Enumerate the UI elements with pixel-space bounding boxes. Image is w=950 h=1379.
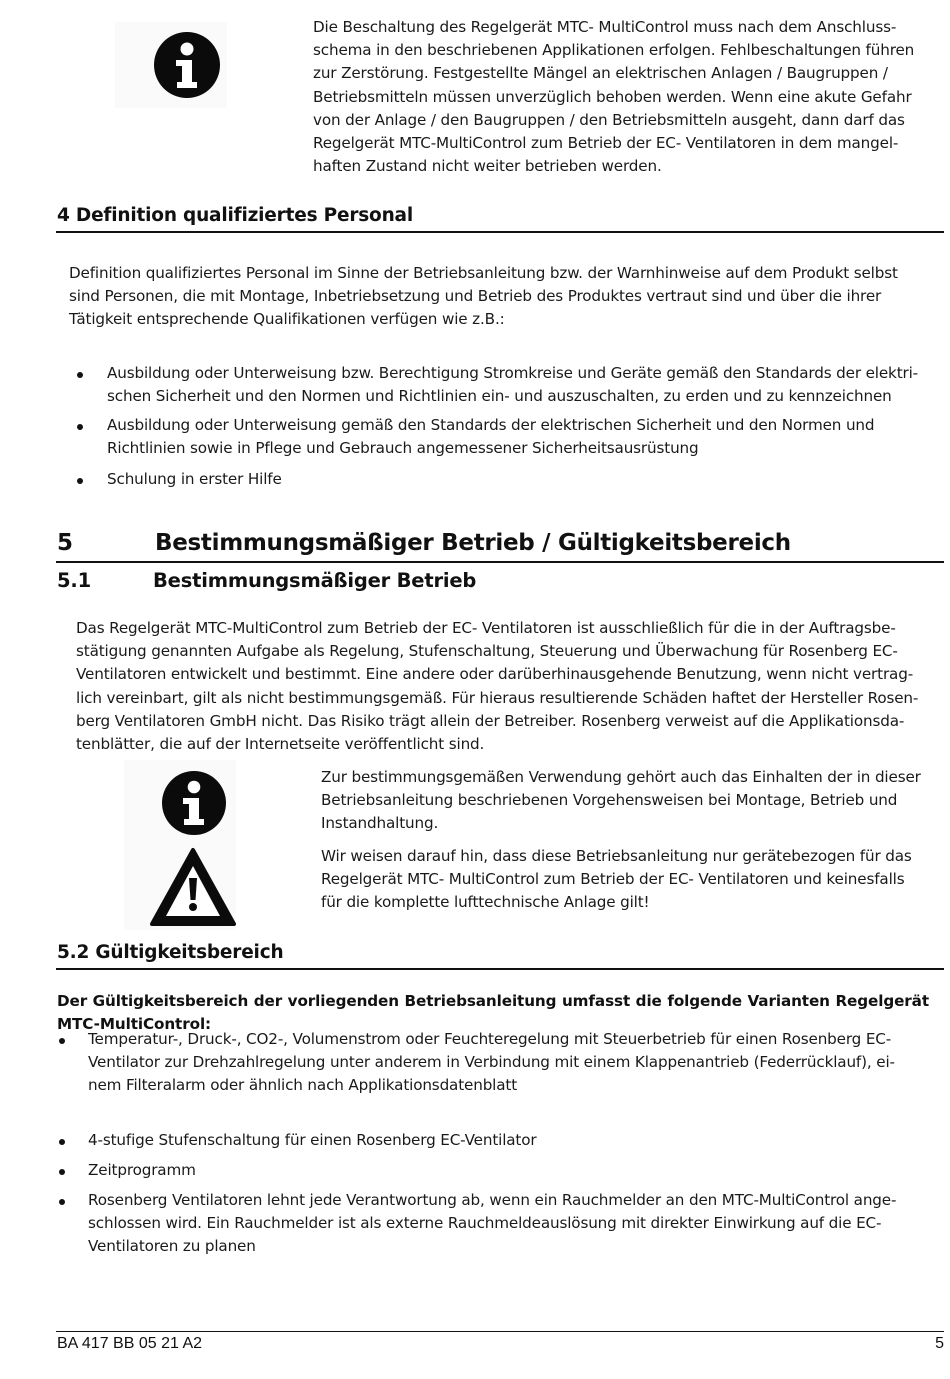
note-info-text: Zur bestimmungsgemäßen Verwendung gehört auch das Einhalten der in dieser Betriebsanleitung beschriebenen Vorgehensweisen bei Montage, Betrieb und Instandhaltung. [321,768,921,833]
bullet-dot [77,372,83,378]
info-icon [115,22,227,108]
bullet-dot [77,424,83,430]
warning-icon-frame [124,844,236,930]
bullet-dot [59,1038,65,1044]
list-item: Temperatur-, Druck-, CO2-, Volumenstrom oder Feuchteregelung mit Steuerbetrieb für einen Rosenberg EC- Ventilator zur Drehzahlregelung unter anderem in Verbindung mit einem Klappenantrieb (Federrücklauf), ei- nem Filteralarm oder ähnlich nach Applikationsdatenblatt [88,1030,895,1095]
list-item: 4-stufige Stufenschaltung für einen Rosenberg EC-Ventilator [88,1131,537,1149]
section-5-number: 5 [57,530,73,556]
section-5-2-intro: Der Gültigkeitsbereich der vorliegenden Betriebsanleitung umfasst die folgende Varianten Regelgerät MTC-MultiControl: [57,992,929,1034]
section-5-1-title: Bestimmungsmäßiger Betrieb [153,569,477,592]
footer-doc-id: BA 417 BB 05 21 A2 [57,1335,203,1352]
section-4-rule [56,231,944,233]
warning-triangle-icon [124,844,236,930]
list-item: Ausbildung oder Unterweisung bzw. Berechtigung Stromkreise und Geräte gemäß den Standards der elektri- schen Sicherheit und den Normen und Richtlinien ein- und auszuschalten, zu erden und zu kennzeichnen [107,364,919,406]
bullet-dot [59,1199,65,1205]
section-4-intro: Definition qualifiziertes Personal im Sinne der Betriebsanleitung bzw. der Warnhinweise auf dem Produkt selbst sind Personen, die mit Montage, Inbetriebsetzung und Betrieb des Produktes vertraut sind und über die ihrer Tätigkeit entsprechende Qualifikationen verfügen wie z.B.: [69,264,898,329]
section-5-1-number: 5.1 [57,569,91,592]
info-icon [124,760,236,844]
section-4-heading: 4 Definition qualifiziertes Personal [57,205,413,226]
list-item: Zeitprogramm [88,1161,196,1179]
note-warning-text: Wir weisen darauf hin, dass diese Betriebsanleitung nur gerätebezogen für das Regelgerät MTC- MultiControl zum Betrieb der EC- Ventilatoren und keinesfalls für die komplette lufttechnische Anlage gilt! [321,847,912,912]
bullet-dot [59,1139,65,1145]
list-item: Schulung in erster Hilfe [107,470,282,488]
section-5-1-body: Das Regelgerät MTC-MultiControl zum Betrieb der EC- Ventilatoren ist ausschließlich für die in der Auftragsbe- stätigung genannten Aufgabe als Regelung, Stufenschaltung, Steuerung und Überwachung für Rosenberg EC- Ventilatoren entwickelt und bestimmt. Eine andere oder darüberhinausgehende Benutzung, wenn nicht vertrag- lich vereinbart, gilt als nicht bestimmungsgemäß. Für hieraus resultierende Schäden haftet der Hersteller Rosen- berg Ventilatoren GmbH nicht. Das Risiko trägt allein der Betreiber. Rosenberg verweist auf die Applikationsda- tenblätter, die auf der Internetseite veröffentlicht sind. [76,619,919,754]
list-item: Ausbildung oder Unterweisung gemäß den Standards der elektrischen Sicherheit und den Normen und Richtlinien sowie in Pflege und Gebrauch angemessener Sicherheitsausrüstung [107,416,875,458]
bullet-dot [59,1169,65,1175]
bullet-dot [77,478,83,484]
footer-rule [56,1331,944,1332]
list-item: Rosenberg Ventilatoren lehnt jede Verantwortung ab, wenn ein Rauchmelder an den MTC-MultiControl ange- schlossen wird. Ein Rauchmelder ist als externe Rauchmeldeauslösung mit direkter Einwirkung auf die EC- Ventilatoren zu planen [88,1191,897,1256]
section-5-rule [56,561,944,563]
footer-page-number: 5 [935,1335,944,1352]
info-icon-frame [124,760,236,844]
section-5-title: Bestimmungsmäßiger Betrieb / Gültigkeitsbereich [155,530,791,556]
section-5-2-heading: 5.2 Gültigkeitsbereich [57,942,284,963]
note-top-text: Die Beschaltung des Regelgerät MTC- MultiControl muss nach dem Anschluss- schema in den beschriebenen Applikationen erfolgen. Fehlbeschaltungen führen zur Zerstörung. Festgestellte Mängel an elektrischen Anlagen / Baugruppen / Betriebsmitteln müssen unverzüglich behoben werden. Wenn eine akute Gefahr von der Anlage / den Baugruppen / den Betriebsmitteln ausgeht, dann darf das Regelgerät MTC-MultiControl zum Betrieb der EC- Ventilatoren in dem mangel- haften Zustand nicht weiter betrieben werden. [313,18,915,176]
section-5-2-rule [56,968,944,970]
info-icon-frame [115,22,227,108]
